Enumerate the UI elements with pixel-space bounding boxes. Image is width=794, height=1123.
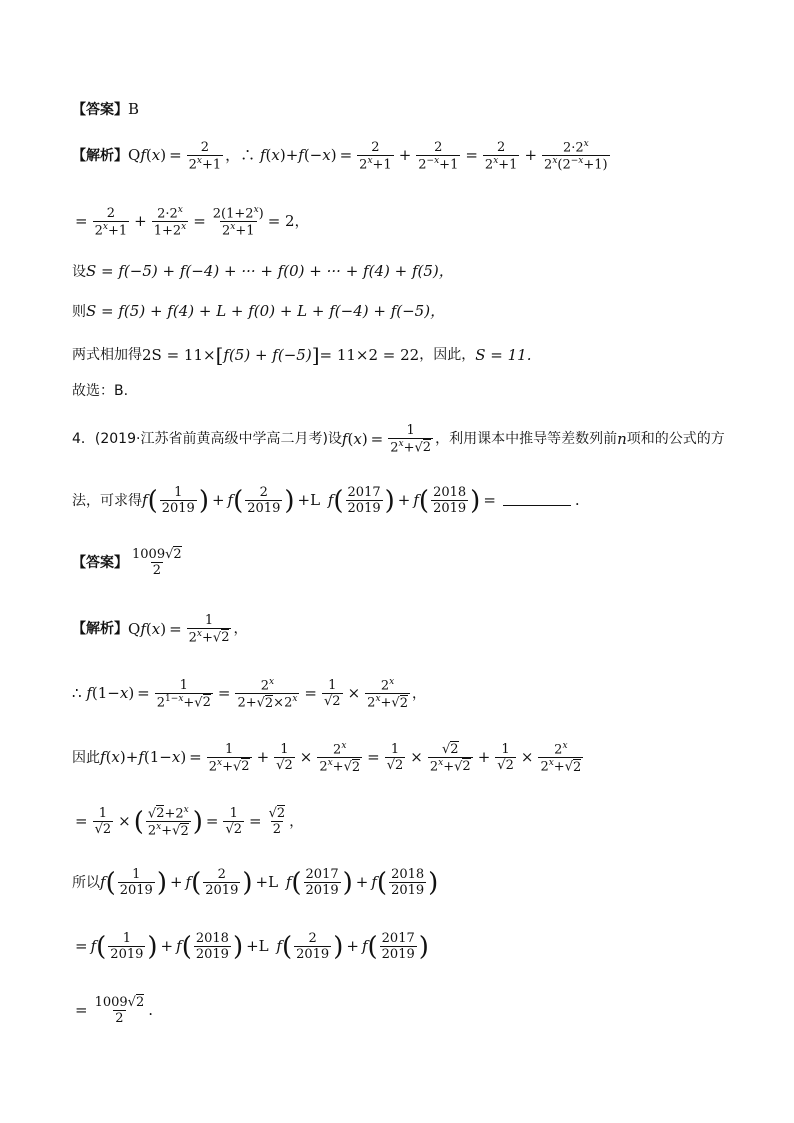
answer-line-1 [72, 102, 139, 117]
analysis2-line-1: 【解析】 Q f ( x ) = $\frac{1}{2^x+√2}$ ， [72, 613, 248, 646]
analysis2-line-7: = $\frac{1009√2}{2}$ . [75, 995, 154, 1026]
analysis2-line-2: ∴ f (1− x ) = $\frac{1}{2^{1-x}+√2}$ = $\frac{2^x}{2+√2\times 2^x}$ = $\frac{1}{√2}$ × $\frac{2^x}{2^x+√2}$ ， [72, 677, 426, 711]
question-4-prefix: 4．(2019·江苏省前黄高级中学高二月考)设 [72, 431, 342, 448]
sum-expression: S = f(−5) + f(−4) + ··· + f(0) + ··· + f(4) + f(5)， [86, 262, 454, 280]
question-4-line-2: 法，可求得 f ( $\frac{1}{2019}$ ) + f ( $\frac{2}{2019}$ ) +L f ( $\frac{2017}{2019}$ ) + f ( $\frac{2018}{2019}$ ) = . [72, 485, 580, 516]
result-eq: = 2 [267, 212, 295, 231]
analysis-line-6 [72, 384, 128, 398]
answer-value: B [128, 100, 140, 118]
reverse-sum-expression: S = f(5) + f(4) + L + f(0) + L + f(−4) + f(−5)， [86, 302, 446, 320]
analysis2-line-6: = f ( $\frac{1}{2019}$ ) + f ( $\frac{2018}{2019}$ ) +L f ( $\frac{2}{2019}$ ) + f ( $\frac{2017}{2019}$ ) [75, 931, 429, 962]
because-symbol: Q [128, 146, 141, 165]
fraction: $\frac{2}{2^x+1}$ [188, 139, 222, 172]
answer-line-2: 【答案】 $\frac{1009√2}{2}$ [72, 547, 182, 578]
answer-label: 【答案】 [72, 101, 128, 118]
then-prefix: 则 [72, 303, 86, 320]
question-4-line-1: 4．(2019·江苏省前黄高级中学高二月考)设 f ( x ) = $\frac{1}{2^x+√2}$ ，利用课本中推导等差数列前 n 项和的公式的方 [72, 423, 725, 456]
analysis-label: 【解析】 [72, 147, 128, 164]
analysis2-line-3: 因此 f ( x )+ f (1− x ) = $\frac{1}{2^x+√2}$ + $\frac{1}{√2}$ × $\frac{2^x}{2^x+√2}$ = $\frac{1}{√2}$ × $\frac{√2}{2^x+√2}$ + $\frac{1}{√2}$ × $\frac{2^x}{2^x+√2}$ [72, 741, 582, 775]
analysis-line-2: = $\frac{2}{2^x+1}$ + $\frac{2\cdot 2^x}{1+2^x}$ = $\frac{2(1+2^x)}{2^x+1}$ = 2 ， [75, 205, 309, 239]
set-prefix: 设 [72, 263, 86, 280]
analysis2-line-4: = $\frac{1}{√2}$ × ( $\frac{√2+2^x}{2^x+√2}$ ) = $\frac{1}{√2}$ = $\frac{√2}{2}$ ， [75, 805, 304, 839]
analysis-line-4 [72, 304, 445, 319]
analysis-line-3 [72, 264, 454, 279]
add-prefix: 两式相加得 [72, 347, 142, 363]
separator: ，∴ [225, 146, 256, 165]
analysis-line-1: 【解析】 Q f ( x ) = $\frac{2}{2^x+1}$ ，∴ f ( x )+ f (− x ) = $\frac{2}{2^x+1}$ + $\frac{2}{2^{-x}+1}$ = $\frac{2}{2^x+1}$ + $\frac{2\cdot 2^x}{2^x(2^{-x}+1)}$ [72, 139, 608, 173]
analysis-line-5: 两式相加得 2S = 11× [ f(5) + f(−5) ] = 11×2 = 22 ，因此， S = 11. [72, 343, 532, 367]
answer-blank [503, 495, 571, 506]
analysis2-line-5: 所以 f ( $\frac{1}{2019}$ ) + f ( $\frac{2}{2019}$ ) +L f ( $\frac{2017}{2019}$ ) + f ( $\frac{2018}{2019}$ ) [72, 867, 439, 898]
conclusion: 故选：B. [72, 383, 129, 399]
